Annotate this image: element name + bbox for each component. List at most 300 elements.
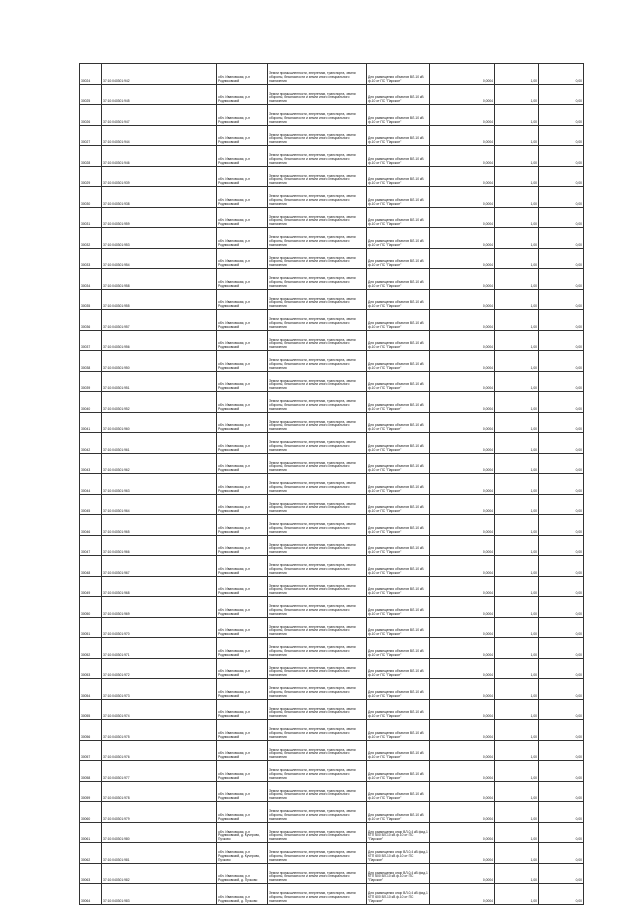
table-row bbox=[80, 330, 584, 351]
row-number-text: 30026 bbox=[81, 119, 91, 124]
total-text: 0,00 bbox=[575, 632, 582, 637]
address-text: обл. Ивановская, р-н Родниковский bbox=[218, 156, 250, 165]
cadastral-number-text: 37:10:040301:947 bbox=[103, 119, 130, 124]
permitted-use-cell bbox=[367, 453, 430, 474]
total-cell bbox=[539, 597, 584, 618]
total-text: 0,00 bbox=[575, 488, 582, 493]
address-cell bbox=[217, 412, 268, 433]
coefficient-cell bbox=[495, 658, 539, 679]
total-cell bbox=[539, 330, 584, 351]
table-row bbox=[80, 289, 584, 310]
area-cell bbox=[430, 248, 495, 269]
address-cell bbox=[217, 535, 268, 556]
area-cell bbox=[430, 802, 495, 823]
total-text: 0,00 bbox=[575, 857, 582, 862]
total-text: 0,00 bbox=[575, 222, 582, 227]
row-number-text: 30064 bbox=[81, 898, 91, 903]
permitted-use-text: Для размещения объектов ВЛ-10 кВ ф.10 от ПС "Парское" bbox=[368, 218, 424, 227]
row-number-text: 30028 bbox=[81, 160, 91, 165]
cadastral-number-text: 37:10:040301:974 bbox=[103, 714, 130, 719]
permitted-use-text: Для размещения объектов ВЛ-10 кВ ф.10 от ПС "Парское" bbox=[368, 74, 424, 83]
address-text: обл. Ивановская, р-н Родниковский bbox=[218, 689, 250, 698]
row-number-cell bbox=[80, 515, 102, 536]
area-cell bbox=[430, 515, 495, 536]
coefficient-cell bbox=[495, 638, 539, 659]
address-cell bbox=[217, 822, 268, 843]
row-number-cell bbox=[80, 330, 102, 351]
table-row bbox=[80, 310, 584, 331]
land-category-cell bbox=[268, 535, 367, 556]
row-number-cell bbox=[80, 412, 102, 433]
total-text: 0,00 bbox=[575, 611, 582, 616]
address-cell bbox=[217, 371, 268, 392]
permitted-use-cell bbox=[367, 515, 430, 536]
address-cell bbox=[217, 843, 268, 864]
land-category-text: Земли промышленности, энергетики, транспорта, земли обороны, безопасности и земли иного специального назначения bbox=[269, 809, 356, 821]
coefficient-text: 1,00 bbox=[530, 201, 537, 206]
address-cell bbox=[217, 494, 268, 515]
total-cell bbox=[539, 310, 584, 331]
land-category-cell bbox=[268, 433, 367, 454]
address-cell bbox=[217, 289, 268, 310]
permitted-use-cell bbox=[367, 761, 430, 782]
row-number-text: 30050 bbox=[81, 611, 91, 616]
cadastral-number-text: 37:10:040301:954 bbox=[103, 263, 130, 268]
area-cell bbox=[430, 412, 495, 433]
cadastral-number-text: 37:10:040301:968 bbox=[103, 591, 130, 596]
address-cell bbox=[217, 740, 268, 761]
coefficient-text: 1,00 bbox=[530, 119, 537, 124]
area-text: 0,0004 bbox=[482, 406, 493, 411]
coefficient-cell bbox=[495, 187, 539, 208]
address-cell bbox=[217, 392, 268, 413]
coefficient-cell bbox=[495, 474, 539, 495]
cadastral-number-text: 37:10:040301:969 bbox=[103, 611, 130, 616]
address-cell bbox=[217, 597, 268, 618]
address-text: обл. Ивановская, р-н Родниковский bbox=[218, 669, 250, 678]
area-text: 0,0004 bbox=[482, 591, 493, 596]
coefficient-cell bbox=[495, 679, 539, 700]
permitted-use-cell bbox=[367, 228, 430, 249]
total-text: 0,00 bbox=[575, 242, 582, 247]
coefficient-cell bbox=[495, 433, 539, 454]
coefficient-cell bbox=[495, 289, 539, 310]
row-number-cell bbox=[80, 474, 102, 495]
permitted-use-text: Для размещения объектов ВЛ-10 кВ ф.10 от ПС "Парское" bbox=[368, 197, 424, 206]
total-cell bbox=[539, 412, 584, 433]
area-cell bbox=[430, 720, 495, 741]
land-category-cell bbox=[268, 146, 367, 167]
permitted-use-cell bbox=[367, 679, 430, 700]
total-text: 0,00 bbox=[575, 406, 582, 411]
total-cell bbox=[539, 207, 584, 228]
total-cell bbox=[539, 638, 584, 659]
cadastral-number-text: 37:10:040301:953 bbox=[103, 242, 130, 247]
land-category-cell bbox=[268, 884, 367, 905]
cadastral-number-text: 37:10:040301:959 bbox=[103, 222, 130, 227]
area-cell bbox=[430, 289, 495, 310]
land-category-text: Земли промышленности, энергетики, транспорта, земли обороны, безопасности и земли иного специального назначения bbox=[269, 870, 356, 883]
coefficient-cell bbox=[495, 330, 539, 351]
row-number-text: 30052 bbox=[81, 652, 91, 657]
address-text: обл. Ивановская, р-н Родниковский bbox=[218, 443, 250, 452]
cadastral-number-text: 37:10:040301:946 bbox=[103, 160, 130, 165]
cadastral-number-cell bbox=[102, 822, 217, 843]
cadastral-number-cell bbox=[102, 228, 217, 249]
coefficient-text: 1,00 bbox=[530, 468, 537, 473]
coefficient-text: 1,00 bbox=[530, 775, 537, 780]
permitted-use-cell bbox=[367, 84, 430, 105]
coefficient-cell bbox=[495, 556, 539, 577]
area-text: 0,0004 bbox=[482, 160, 493, 165]
land-category-cell bbox=[268, 330, 367, 351]
coefficient-cell bbox=[495, 617, 539, 638]
area-cell bbox=[430, 617, 495, 638]
row-number-text: 30053 bbox=[81, 673, 91, 678]
area-cell bbox=[430, 228, 495, 249]
land-category-text: Земли промышленности, энергетики, транспорта, земли обороны, безопасности и земли иного специального назначения bbox=[269, 132, 356, 145]
permitted-use-text: Для размещения объектов ВЛ-10 кВ ф.10 от ПС "Парское" bbox=[368, 751, 424, 760]
land-category-text: Земли промышленности, энергетики, транспорта, земли обороны, безопасности и земли иного специального назначения bbox=[269, 563, 356, 575]
permitted-use-cell bbox=[367, 146, 430, 167]
permitted-use-text: Для размещения объектов ВЛ-10 кВ ф.10 от ПС "Парское" bbox=[368, 279, 424, 288]
coefficient-text: 1,00 bbox=[530, 427, 537, 432]
area-text: 0,0004 bbox=[482, 304, 493, 309]
coefficient-cell bbox=[495, 597, 539, 618]
permitted-use-cell bbox=[367, 884, 430, 905]
coefficient-cell bbox=[495, 843, 539, 864]
cadastral-number-cell bbox=[102, 125, 217, 146]
coefficient-text: 1,00 bbox=[530, 181, 537, 186]
row-number-text: 30024 bbox=[81, 78, 91, 83]
coefficient-text: 1,00 bbox=[530, 550, 537, 555]
land-category-text: Земли промышленности, энергетики, транспорта, земли обороны, безопасности и земли иного специального назначения bbox=[269, 378, 356, 391]
address-cell bbox=[217, 474, 268, 495]
row-number-text: 30059 bbox=[81, 796, 91, 801]
permitted-use-text: Для размещения объектов ВЛ-10 кВ ф.10 от ПС "Парское" bbox=[368, 382, 424, 391]
table-row bbox=[80, 146, 584, 167]
address-text: обл. Ивановская, р-н Родниковский bbox=[218, 218, 250, 227]
land-category-text: Земли промышленности, энергетики, транспорта, земли обороны, безопасности и земли иного специального назначения bbox=[269, 153, 356, 165]
address-cell bbox=[217, 576, 268, 597]
cadastral-number-cell bbox=[102, 597, 217, 618]
total-cell bbox=[539, 146, 584, 167]
row-number-cell bbox=[80, 310, 102, 331]
row-number-text: 30031 bbox=[81, 222, 91, 227]
coefficient-cell bbox=[495, 720, 539, 741]
table-row bbox=[80, 84, 584, 105]
row-number-text: 30035 bbox=[81, 304, 91, 309]
row-number-text: 30034 bbox=[81, 283, 91, 288]
land-category-text: Земли промышленности, энергетики, транспорта, земли обороны, безопасности и земли иного специального назначения bbox=[269, 112, 356, 124]
cadastral-number-text: 37:10:040301:982 bbox=[103, 878, 130, 883]
total-text: 0,00 bbox=[575, 140, 582, 145]
coefficient-cell bbox=[495, 146, 539, 167]
cadastral-number-cell bbox=[102, 207, 217, 228]
land-category-cell bbox=[268, 269, 367, 290]
address-cell bbox=[217, 187, 268, 208]
row-number-cell bbox=[80, 125, 102, 146]
area-text: 0,0004 bbox=[482, 714, 493, 719]
cadastral-number-cell bbox=[102, 269, 217, 290]
total-cell bbox=[539, 699, 584, 720]
row-number-cell bbox=[80, 761, 102, 782]
permitted-use-cell bbox=[367, 289, 430, 310]
land-plot-table bbox=[79, 63, 584, 905]
land-category-cell bbox=[268, 740, 367, 761]
row-number-text: 30027 bbox=[81, 140, 91, 145]
cadastral-number-cell bbox=[102, 535, 217, 556]
land-category-text: Земли промышленности, энергетики, транспорта, земли обороны, безопасности и земли иного специального назначения bbox=[269, 399, 356, 411]
total-text: 0,00 bbox=[575, 652, 582, 657]
permitted-use-cell bbox=[367, 822, 430, 843]
total-text: 0,00 bbox=[575, 427, 582, 432]
address-text: обл. Ивановская, р-н Родниковский bbox=[218, 259, 250, 268]
land-category-cell bbox=[268, 515, 367, 536]
area-text: 0,0004 bbox=[482, 263, 493, 268]
coefficient-text: 1,00 bbox=[530, 693, 537, 698]
permitted-use-cell bbox=[367, 863, 430, 884]
land-category-text: Земли промышленности, энергетики, транспорта, земли обороны, безопасности и земли иного специального назначения bbox=[269, 91, 356, 104]
permitted-use-cell bbox=[367, 740, 430, 761]
land-category-text: Земли промышленности, энергетики, транспорта, земли обороны, безопасности и земли иного специального назначения bbox=[269, 583, 356, 596]
coefficient-cell bbox=[495, 863, 539, 884]
cadastral-number-text: 37:10:040301:956 bbox=[103, 345, 130, 350]
address-text: обл. Ивановская, р-н Родниковский bbox=[218, 751, 250, 760]
permitted-use-text: Для размещения опор ВЛ-0,4 кВ фид.1 КТП 600 ВЛ-10 кВ ф.10 от ПС "Парское" bbox=[368, 891, 428, 903]
address-cell bbox=[217, 351, 268, 372]
permitted-use-cell bbox=[367, 371, 430, 392]
area-text: 0,0004 bbox=[482, 796, 493, 801]
land-category-cell bbox=[268, 781, 367, 802]
total-cell bbox=[539, 802, 584, 823]
address-text: обл. Ивановская, р-н Родниковский bbox=[218, 238, 250, 247]
cadastral-number-text: 37:10:040301:960 bbox=[103, 427, 130, 432]
permitted-use-cell bbox=[367, 638, 430, 659]
table-row bbox=[80, 371, 584, 392]
cadastral-number-text: 37:10:040301:977 bbox=[103, 775, 130, 780]
coefficient-cell bbox=[495, 576, 539, 597]
address-cell bbox=[217, 515, 268, 536]
cadastral-number-text: 37:10:040301:981 bbox=[103, 857, 130, 862]
land-category-text: Земли промышленности, энергетики, транспорта, земли обороны, безопасности и земли иного специального назначения bbox=[269, 501, 356, 514]
area-cell bbox=[430, 187, 495, 208]
address-text: обл. Ивановская, р-н Родниковский, д. Кучерово, Пучково bbox=[218, 850, 261, 862]
cadastral-number-text: 37:10:040301:939 bbox=[103, 181, 130, 186]
area-cell bbox=[430, 105, 495, 126]
coefficient-text: 1,00 bbox=[530, 714, 537, 719]
land-category-cell bbox=[268, 64, 367, 85]
coefficient-cell bbox=[495, 699, 539, 720]
area-cell bbox=[430, 84, 495, 105]
row-number-text: 30047 bbox=[81, 550, 91, 555]
area-text: 0,0004 bbox=[482, 570, 493, 575]
row-number-cell bbox=[80, 207, 102, 228]
address-text: обл. Ивановская, р-н Родниковский bbox=[218, 197, 250, 206]
area-text: 0,0004 bbox=[482, 837, 493, 842]
land-category-cell bbox=[268, 310, 367, 331]
table-row bbox=[80, 781, 584, 802]
address-text: обл. Ивановская, р-н Родниковский bbox=[218, 546, 250, 555]
table-row bbox=[80, 822, 584, 843]
permitted-use-text: Для размещения объектов ВЛ-10 кВ ф.10 от ПС "Парское" bbox=[368, 566, 424, 575]
row-number-cell bbox=[80, 699, 102, 720]
land-category-cell bbox=[268, 556, 367, 577]
total-text: 0,00 bbox=[575, 386, 582, 391]
coefficient-text: 1,00 bbox=[530, 386, 537, 391]
area-text: 0,0004 bbox=[482, 140, 493, 145]
coefficient-text: 1,00 bbox=[530, 898, 537, 903]
area-cell bbox=[430, 371, 495, 392]
total-cell bbox=[539, 125, 584, 146]
coefficient-cell bbox=[495, 84, 539, 105]
cadastral-number-cell bbox=[102, 720, 217, 741]
address-text: обл. Ивановская, р-н Родниковский bbox=[218, 95, 250, 104]
row-number-text: 30040 bbox=[81, 406, 91, 411]
total-cell bbox=[539, 515, 584, 536]
cadastral-number-cell bbox=[102, 412, 217, 433]
land-category-cell bbox=[268, 289, 367, 310]
cadastral-number-text: 37:10:040301:957 bbox=[103, 324, 130, 329]
total-text: 0,00 bbox=[575, 201, 582, 206]
cadastral-number-text: 37:10:040301:952 bbox=[103, 406, 130, 411]
cadastral-number-cell bbox=[102, 248, 217, 269]
land-category-cell bbox=[268, 720, 367, 741]
address-text: обл. Ивановская, р-н Родниковский bbox=[218, 115, 250, 124]
total-text: 0,00 bbox=[575, 468, 582, 473]
area-text: 0,0004 bbox=[482, 488, 493, 493]
coefficient-text: 1,00 bbox=[530, 570, 537, 575]
total-cell bbox=[539, 720, 584, 741]
land-category-text: Земли промышленности, энергетики, транспорта, земли обороны, безопасности и земли иного специального назначения bbox=[269, 419, 356, 432]
land-category-cell bbox=[268, 166, 367, 187]
address-text: обл. Ивановская, р-н Родниковский bbox=[218, 607, 250, 616]
land-category-text: Земли промышленности, энергетики, транспорта, земли обороны, безопасности и земли иного специального назначения bbox=[269, 747, 356, 760]
cadastral-number-text: 37:10:040301:955 bbox=[103, 304, 130, 309]
table-row bbox=[80, 207, 584, 228]
address-text: обл. Ивановская, р-н Родниковский, д. Кучерово, Пучково bbox=[218, 829, 261, 842]
row-number-cell bbox=[80, 289, 102, 310]
cadastral-number-cell bbox=[102, 638, 217, 659]
land-category-cell bbox=[268, 863, 367, 884]
permitted-use-text: Для размещения объектов ВЛ-10 кВ ф.10 от ПС "Парское" bbox=[368, 525, 424, 534]
area-text: 0,0004 bbox=[482, 427, 493, 432]
row-number-text: 30032 bbox=[81, 242, 91, 247]
area-cell bbox=[430, 310, 495, 331]
address-cell bbox=[217, 699, 268, 720]
total-cell bbox=[539, 494, 584, 515]
cadastral-number-cell bbox=[102, 679, 217, 700]
coefficient-cell bbox=[495, 761, 539, 782]
area-text: 0,0004 bbox=[482, 550, 493, 555]
total-text: 0,00 bbox=[575, 304, 582, 309]
address-cell bbox=[217, 228, 268, 249]
row-number-cell bbox=[80, 494, 102, 515]
cadastral-number-cell bbox=[102, 699, 217, 720]
cadastral-number-text: 37:10:040301:973 bbox=[103, 693, 130, 698]
cadastral-number-cell bbox=[102, 371, 217, 392]
total-cell bbox=[539, 453, 584, 474]
area-cell bbox=[430, 822, 495, 843]
cadastral-number-text: 37:10:040301:966 bbox=[103, 550, 130, 555]
address-cell bbox=[217, 720, 268, 741]
land-category-cell bbox=[268, 453, 367, 474]
total-text: 0,00 bbox=[575, 591, 582, 596]
land-category-cell bbox=[268, 125, 367, 146]
row-number-text: 30043 bbox=[81, 468, 91, 473]
address-text: обл. Ивановская, р-н Родниковский bbox=[218, 628, 250, 637]
row-number-text: 30051 bbox=[81, 632, 91, 637]
permitted-use-text: Для размещения объектов ВЛ-10 кВ ф.10 от ПС "Парское" bbox=[368, 587, 424, 596]
coefficient-text: 1,00 bbox=[530, 263, 537, 268]
permitted-use-text: Для размещения объектов ВЛ-10 кВ ф.10 от ПС "Парское" bbox=[368, 361, 424, 370]
cadastral-number-cell bbox=[102, 494, 217, 515]
coefficient-cell bbox=[495, 494, 539, 515]
coefficient-cell bbox=[495, 125, 539, 146]
area-text: 0,0004 bbox=[482, 468, 493, 473]
address-cell bbox=[217, 884, 268, 905]
permitted-use-cell bbox=[367, 105, 430, 126]
total-text: 0,00 bbox=[575, 447, 582, 452]
cadastral-number-text: 37:10:040301:961 bbox=[103, 447, 130, 452]
cadastral-number-cell bbox=[102, 330, 217, 351]
area-text: 0,0004 bbox=[482, 99, 493, 104]
area-text: 0,0004 bbox=[482, 222, 493, 227]
permitted-use-text: Для размещения объектов ВЛ-10 кВ ф.10 от ПС "Парское" bbox=[368, 95, 424, 104]
area-cell bbox=[430, 781, 495, 802]
address-cell bbox=[217, 269, 268, 290]
row-number-text: 30055 bbox=[81, 714, 91, 719]
total-cell bbox=[539, 761, 584, 782]
address-text: обл. Ивановская, р-н Родниковский, д. Пучково bbox=[218, 894, 258, 903]
area-cell bbox=[430, 166, 495, 187]
coefficient-text: 1,00 bbox=[530, 222, 537, 227]
total-text: 0,00 bbox=[575, 283, 582, 288]
row-number-cell bbox=[80, 617, 102, 638]
table-row bbox=[80, 597, 584, 618]
table-row bbox=[80, 863, 584, 884]
total-text: 0,00 bbox=[575, 898, 582, 903]
address-text: обл. Ивановская, р-н Родниковский bbox=[218, 587, 250, 596]
permitted-use-text: Для размещения объектов ВЛ-10 кВ ф.10 от ПС "Парское" bbox=[368, 607, 424, 616]
area-text: 0,0004 bbox=[482, 652, 493, 657]
cadastral-number-text: 37:10:040301:970 bbox=[103, 632, 130, 637]
permitted-use-text: Для размещения объектов ВЛ-10 кВ ф.10 от ПС "Парское" bbox=[368, 259, 424, 268]
row-number-cell bbox=[80, 822, 102, 843]
row-number-text: 30044 bbox=[81, 488, 91, 493]
row-number-text: 30039 bbox=[81, 386, 91, 391]
row-number-cell bbox=[80, 228, 102, 249]
table-row bbox=[80, 269, 584, 290]
permitted-use-text: Для размещения объектов ВЛ-10 кВ ф.10 от ПС "Парское" bbox=[368, 505, 424, 514]
total-text: 0,00 bbox=[575, 816, 582, 821]
area-text: 0,0004 bbox=[482, 447, 493, 452]
permitted-use-text: Для размещения объектов ВЛ-10 кВ ф.10 от ПС "Парское" bbox=[368, 423, 424, 432]
table-row bbox=[80, 638, 584, 659]
area-cell bbox=[430, 863, 495, 884]
land-category-text: Земли промышленности, энергетики, транспорта, земли обороны, безопасности и земли иного специального назначения bbox=[269, 440, 356, 452]
total-text: 0,00 bbox=[575, 714, 582, 719]
table-row bbox=[80, 494, 584, 515]
area-cell bbox=[430, 64, 495, 85]
area-cell bbox=[430, 269, 495, 290]
address-cell bbox=[217, 166, 268, 187]
address-text: обл. Ивановская, р-н Родниковский bbox=[218, 177, 250, 186]
row-number-cell bbox=[80, 638, 102, 659]
row-number-cell bbox=[80, 84, 102, 105]
land-category-cell bbox=[268, 638, 367, 659]
permitted-use-text: Для размещения опор ВЛ-0,4 кВ фид.1 КТП 600 ВЛ-10 кВ ф.10 от ПС "Парское" bbox=[368, 850, 428, 862]
